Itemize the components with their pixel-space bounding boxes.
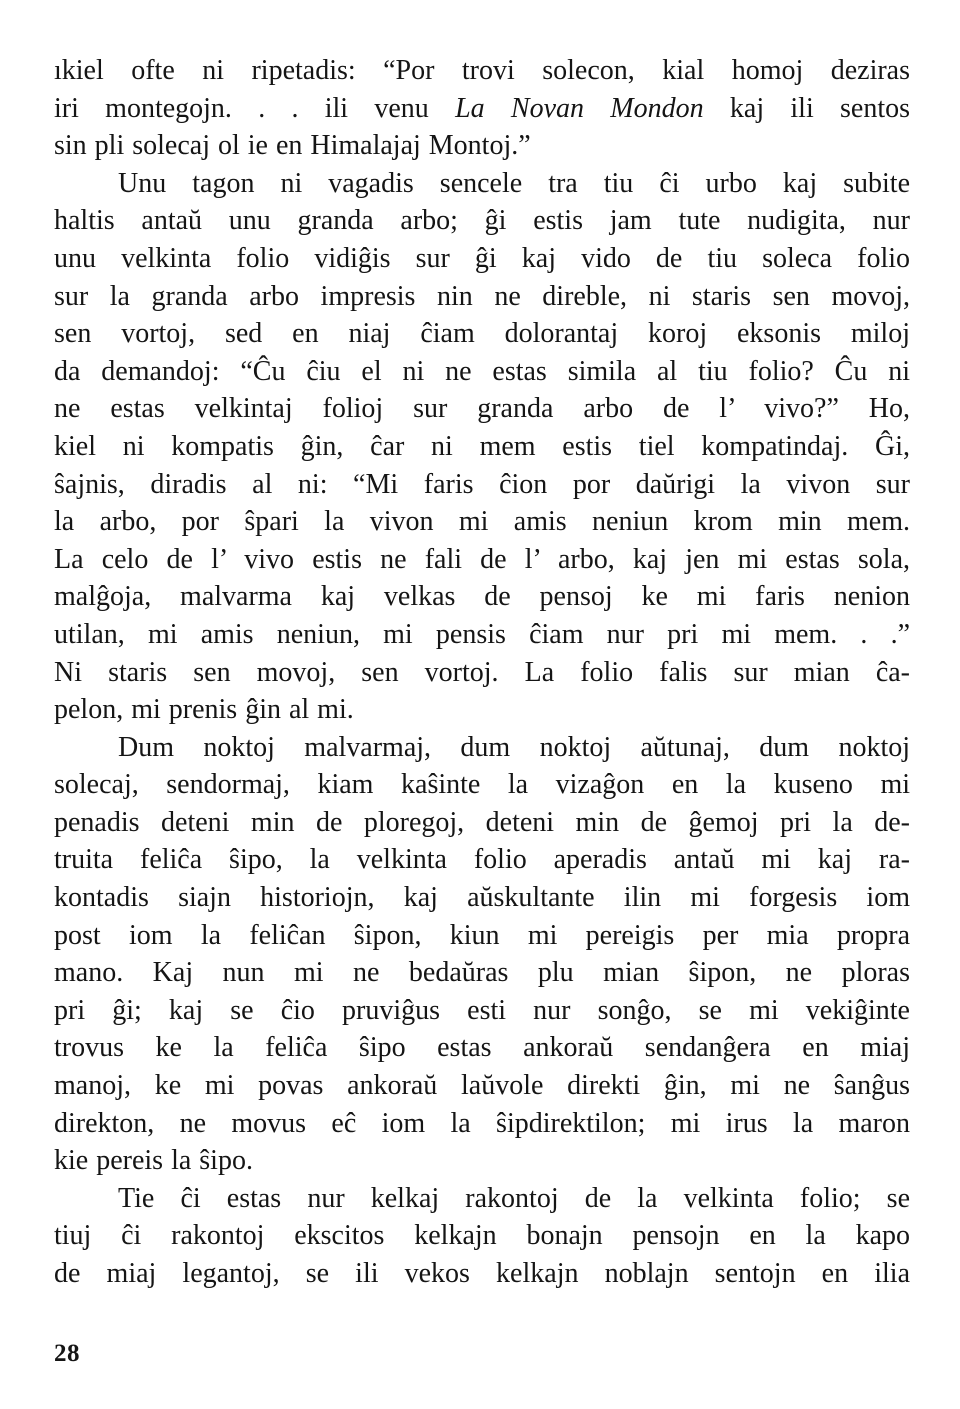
text-line: penadis deteni min de ploregoj, deteni min de ĝemoj pri la de-: [54, 806, 910, 838]
text-line: Ni staris sen movoj, sen vortoj. La folio falis sur mian ĉa-: [54, 656, 910, 688]
text-fragment: kaj ili sentos: [703, 92, 911, 124]
text-line: la arbo, por ŝpari la vivon mi amis neniun krom min mem.: [54, 506, 910, 538]
text-line: kie pereis la ŝipo.: [54, 1145, 253, 1177]
text-line: truita feliĉa ŝipo, la velkinta folio aperadis antaŭ mi kaj ra-: [54, 844, 910, 876]
text-line: pelon, mi prenis ĝin al mi.: [54, 694, 354, 726]
text-line: sin pli solecaj ol ie en Himalajaj Montoj.”: [54, 130, 531, 162]
paragraph-1: [54, 52, 910, 165]
text-line: malĝoja, malvarma kaj velkas de pensoj ke mi faris nenion: [54, 581, 910, 613]
text-line: post iom la feliĉan ŝipon, kiun mi pereigis per mia propra: [54, 919, 910, 951]
text-line: trovus ke la feliĉa ŝipo estas ankoraŭ sendanĝera en miaj: [54, 1032, 910, 1064]
text-line: mano. Kaj nun mi ne bedaŭras plu mian ŝipon, ne ploras: [54, 957, 910, 989]
text-line: direkton, ne movus eĉ iom la ŝipdirektilon; mi irus la maron: [54, 1107, 910, 1139]
text-line: manoj, ke mi povas ankoraŭ laŭvole direkti ĝin, mi ne ŝanĝus: [54, 1070, 910, 1102]
page-body: [54, 52, 910, 1293]
text-line: kiel ni kompatis ĝin, ĉar ni mem estis tiel kompatindaj. Ĝi,: [54, 430, 910, 462]
text-line: ıkiel ofte ni ripetadis: “Por trovi solecon, kial homoj deziras: [54, 55, 910, 86]
italic-title: La Novan Mondon: [455, 92, 704, 124]
text-line: sur la granda arbo impresis nin ne direble, ni staris sen movoj,: [54, 280, 910, 312]
text-line: haltis antaŭ unu granda arbo; ĝi estis jam tute nudigita, nur: [54, 205, 910, 237]
text-line: solecaj, sendormaj, kiam kaŝinte la vizaĝon en la kuseno mi: [54, 769, 910, 801]
text-line: pri ĝi; kaj se ĉio pruviĝus esti nur sonĝo, se mi vekiĝinte: [54, 994, 910, 1026]
text-line: Unu tagon ni vagadis sencele tra tiu ĉi urbo kaj subite: [118, 167, 910, 199]
text-line: [54, 90, 910, 128]
page-number: 28: [54, 1340, 80, 1367]
text-line: utilan, mi amis neniun, mi pensis ĉiam nur pri mi mem. . .”: [54, 618, 910, 650]
text-line: unu velkinta folio vidiĝis sur ĝi kaj vido de tiu soleca folio: [54, 242, 910, 274]
text-line: Dum noktoj malvarmaj, dum noktoj aŭtunaj, dum noktoj: [118, 731, 910, 763]
paragraph-3: [54, 729, 910, 1180]
paragraph-2: [54, 165, 910, 729]
text-fragment: iri montegojn. . . ili venu: [54, 92, 456, 124]
text-line: da demandoj: “Ĉu ĉiu el ni ne estas simila al tiu folio? Ĉu ni: [54, 355, 910, 387]
text-line: La celo de l’ vivo estis ne fali de l’ arbo, kaj jen mi estas sola,: [54, 543, 910, 575]
text-line: de miaj legantoj, se ili vekos kelkajn noblajn sentojn en ilia: [54, 1258, 910, 1289]
text-line: ŝajnis, diradis al ni: “Mi faris ĉion por daŭrigi la vivon sur: [54, 468, 910, 500]
text-line: sen vortoj, sed en niaj ĉiam dolorantaj koroj eksonis miloj: [54, 318, 910, 350]
text-line: tiuj ĉi rakontoj ekscitos kelkajn bonajn pensojn en la kapo: [54, 1220, 910, 1252]
text-line: kontadis siajn historiojn, kaj aŭskultante ilin mi forgesis iom: [54, 882, 910, 914]
paragraph-4: [54, 1180, 910, 1293]
text-line: Tie ĉi estas nur kelkaj rakontoj de la velkinta folio; se: [118, 1182, 910, 1214]
text-line: ne estas velkintaj folioj sur granda arbo de l’ vivo?” Ho,: [54, 393, 910, 425]
